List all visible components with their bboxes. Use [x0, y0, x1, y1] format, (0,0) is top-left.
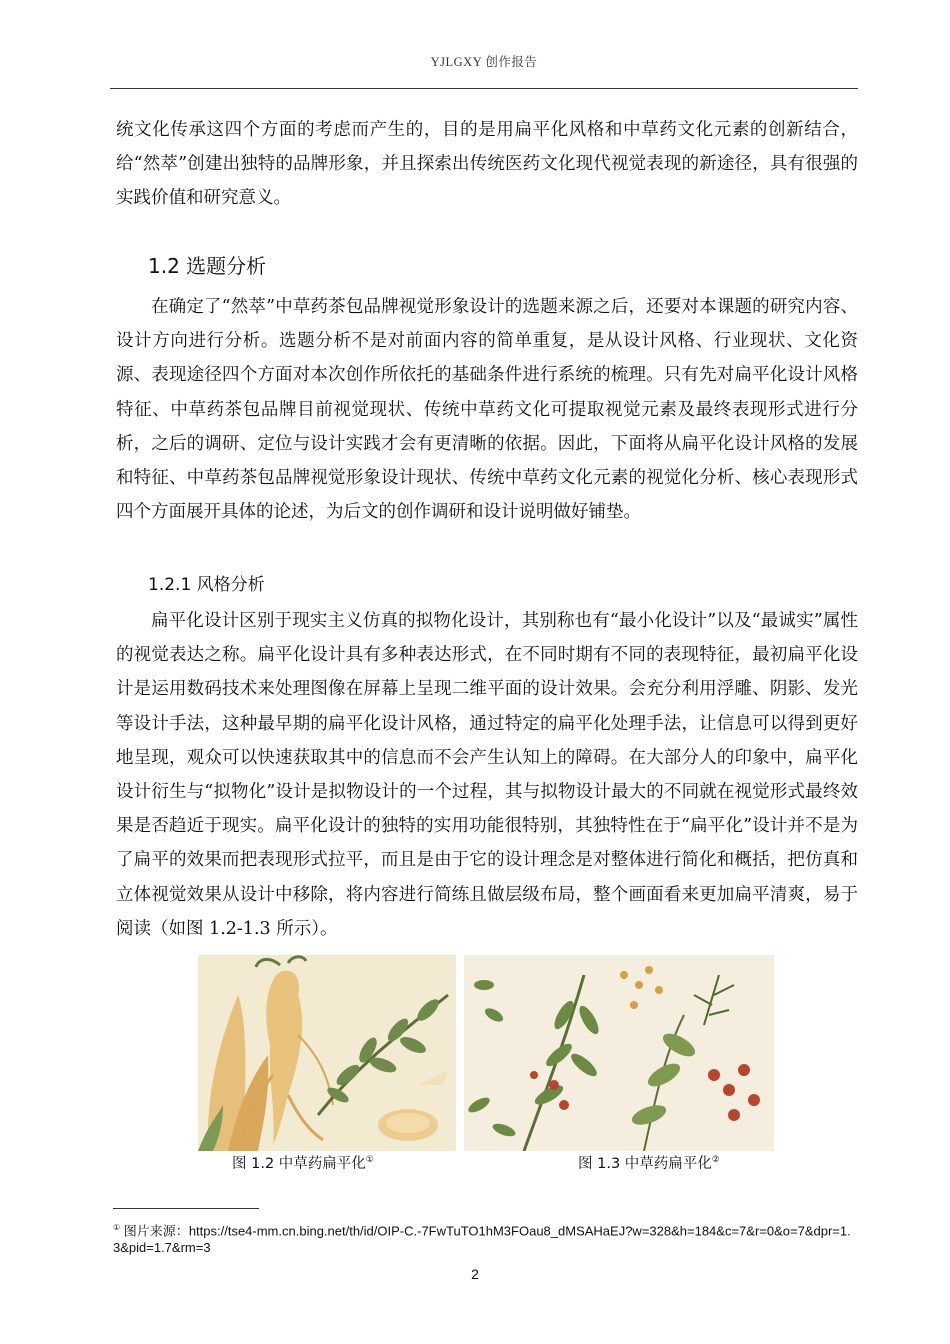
footnote-label: 图片来源：	[123, 1223, 189, 1239]
footnote	[113, 1219, 853, 1256]
herbal-illustration-berries	[464, 955, 774, 1151]
figure-1-3-image	[464, 955, 774, 1151]
paragraph-continued: 统文化传承这四个方面的考虑而产生的，目的是用扁平化风格和中草药文化元素的创新结合，给“然萃”创建出独特的品牌形象，并且探索出传统医药文化现代视觉表现的新途径，具有很强的实践价值和研究意义。	[116, 120, 858, 209]
figure-1-3-footnote-mark: ②	[711, 1155, 720, 1166]
page-number: 2	[471, 1266, 479, 1282]
footnote-separator	[113, 1208, 259, 1209]
figure-1-2-image	[198, 955, 456, 1151]
paragraph-topic-analysis: 在确定了“然萃”中草药茶包品牌视觉形象设计的选题来源之后，还要对本课题的研究内容、设计方向进行分析。选题分析不是对前面内容的简单重复，是从设计风格、行业现状、文化资源、表现途径四个方面对本次创作所依托的基础条件进行系统的梳理。只有先对扁平化设计风格特征、中草药茶包品牌目前视觉现状、传统中草药文化可提取视觉元素及最终表现形式进行分析，之后的调研、定位与设计实践才会有更清晰的依据。因此，下面将从扁平化设计风格的发展和特征、中草药茶包品牌视觉形象设计现状、传统中草药文化元素的视觉化分析、核心表现形式四个方面展开具体的论述，为后文的创作调研和设计说明做好铺垫。	[116, 297, 858, 523]
figure-1-3-caption-text: 图 1.3 中草药扁平化	[578, 1156, 712, 1172]
subsection-heading-1-2-1: 1.2.1 风格分析	[148, 575, 265, 595]
footnote-url: https://tse4-mm.cn.bing.net/th/id/OIP-C.-7FwTuTO1hM3FOau8_dMSAHaEJ?w=328&h=184&c=7&r=0&o=7&dpr=1.3&pid=1.7&rm=3	[113, 1223, 851, 1256]
figure-1-2-footnote-mark: ①	[365, 1155, 374, 1166]
page-header	[110, 52, 858, 89]
figure-1-3-caption	[578, 1152, 720, 1173]
herbal-illustration-ginseng	[198, 955, 456, 1151]
section-heading-1-2: 1.2 选题分析	[148, 254, 267, 278]
footnote-mark: ①	[113, 1223, 121, 1232]
header-title: YJLGXY 创作报告	[430, 55, 538, 69]
paragraph-style-analysis: 扁平化设计区别于现实主义仿真的拟物化设计，其别称也有“最小化设计”以及“最诚实”属性的视觉表达之称。扁平化设计具有多种表达形式，在不同时期有不同的表现特征，最初扁平化设计是运用数码技术来处理图像在屏幕上呈现二维平面的设计效果。会充分利用浮雕、阴影、发光等设计手法，这种最早期的扁平化设计风格，通过特定的扁平化处理手法，让信息可以得到更好地呈现，观众可以快速获取其中的信息而不会产生认知上的障碍。在大部分人的印象中，扁平化设计衍生与“拟物化”设计是拟物设计的一个过程，其与拟物设计最大的不同就在视觉形式最终效果是否趋近于现实。扁平化设计的独特的实用功能很特别，其独特性在于“扁平化”设计并不是为了扁平的效果而把表现形式拉平，而且是由于它的设计理念是对整体进行简化和概括，把仿真和立体视觉效果从设计中移除，将内容进行简练且做层级布局，整个画面看来更加扁平清爽，易于阅读（如图 1.2-1.3 所示）。	[116, 611, 858, 939]
figure-1-2-caption-text: 图 1.2 中草药扁平化	[232, 1156, 366, 1172]
figure-1-2-caption	[232, 1152, 374, 1173]
